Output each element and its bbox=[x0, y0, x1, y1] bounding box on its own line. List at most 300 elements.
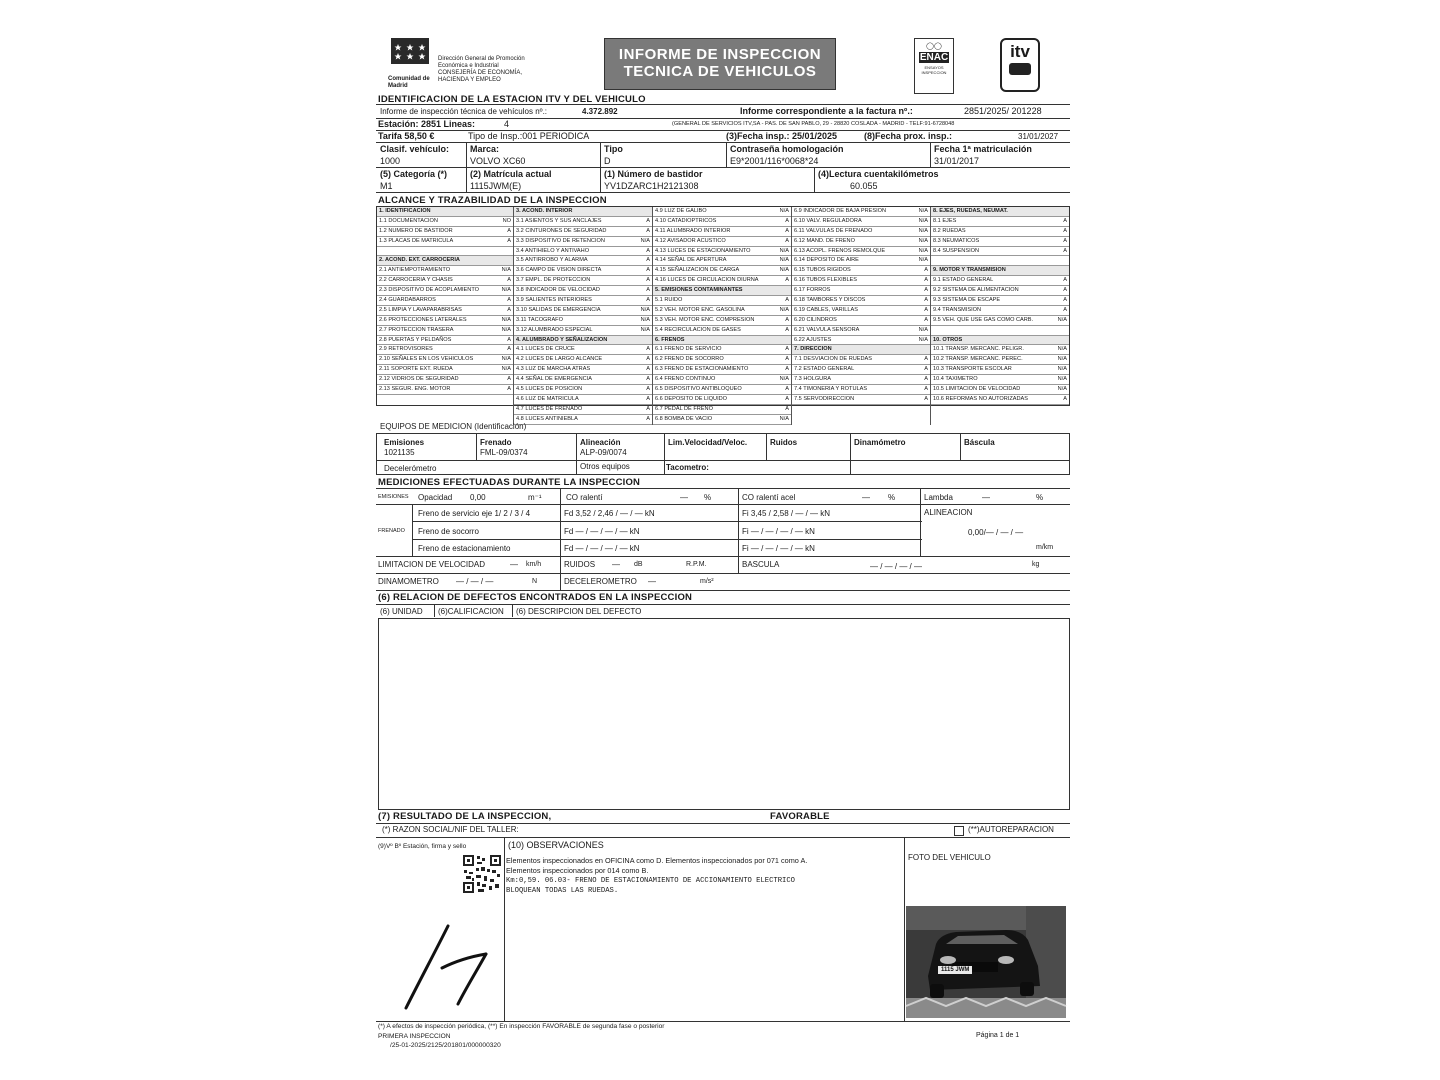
fecha-prox: 31/01/2027 bbox=[1018, 132, 1059, 141]
meas-dinamometro-label: DINAMOMETRO bbox=[378, 577, 439, 586]
scope-item-label: 5. EMISIONES CONTAMINANTES bbox=[655, 287, 743, 294]
km-value: 60.055 bbox=[850, 181, 878, 191]
scope-item-label: 10. OTROS bbox=[933, 336, 963, 343]
scope-item-label: 6. FRENOS bbox=[655, 336, 685, 343]
org-lines: Dirección General de Promoción Económica e Industrial CONSEJERÍA DE ECONOMÍA, HACIENDA Y EMPLEO bbox=[438, 56, 525, 83]
categoria-value: M1 bbox=[380, 181, 393, 191]
obs-line: Elementos inspeccionados por 014 como B. bbox=[506, 866, 649, 875]
meas-dinamometro-unit: N bbox=[532, 578, 538, 585]
autorep-label: (**)AUTOREPARACION bbox=[968, 825, 1054, 834]
scope-item-label: 4.15 SEÑALIZACION DE CARGA bbox=[655, 267, 740, 274]
scope-item-result: N/A bbox=[779, 415, 789, 422]
madrid-logo bbox=[391, 38, 429, 72]
meas-alineacion: 0,00/— / — / — bbox=[968, 528, 1024, 537]
result-label: (7) RESULTADO DE LA INSPECCION, bbox=[378, 811, 552, 822]
eq-decelerometro-label: Decelerómetro bbox=[384, 464, 437, 473]
scope-item bbox=[792, 217, 930, 227]
scope-item bbox=[792, 256, 930, 266]
scope-item-label: 6.2 FRENO DE SOCORRO bbox=[655, 356, 724, 363]
autorep-checkbox[interactable] bbox=[954, 826, 964, 836]
meas-co-ralenti-label: CO ralentí bbox=[566, 493, 603, 502]
car-icon bbox=[1009, 63, 1031, 75]
scope-item-label: 2.11 SOPORTE EXT. RUEDA bbox=[379, 366, 453, 373]
scope-item-label: 3.4 ANTIHIELO Y ANTIVAHO bbox=[516, 247, 590, 254]
station-label: Estación: 2851 Lineas: bbox=[378, 119, 476, 129]
scope-item bbox=[377, 227, 513, 237]
scope-item-label: 4.10 CATADIOPTRICOS bbox=[655, 217, 717, 224]
scope-item-result: N/A bbox=[779, 257, 789, 264]
scope-item-result: N/A bbox=[779, 376, 789, 383]
scope-item-result: N/A bbox=[1057, 316, 1067, 323]
fecha-prox-label: (8)Fecha prox. insp.: bbox=[864, 131, 953, 141]
meas-limvel: — bbox=[510, 560, 518, 569]
scope-item-result: N/A bbox=[1057, 356, 1067, 363]
invoice-number: 2851/2025/ 201228 bbox=[964, 106, 1042, 116]
meas-co-acel-label: CO ralentí acel bbox=[742, 493, 796, 502]
scope-item-label: 4.14 SEÑAL DE APERTURA bbox=[655, 257, 727, 264]
scope-item bbox=[514, 365, 652, 375]
license-plate: 1115 JWM bbox=[938, 966, 972, 974]
scope-item bbox=[792, 227, 930, 237]
scope-item bbox=[653, 227, 791, 237]
homolog-value: E9*2001/116*0068*24 bbox=[730, 156, 819, 166]
scope-item-label: 10.1 TRANSP. MERCANC. PELIGR. bbox=[933, 346, 1024, 353]
scope-item bbox=[377, 326, 513, 336]
scope-item-label: 5.2 VEH. MOTOR ENC. GASOLINA bbox=[655, 306, 745, 313]
meas-ruidos-unit: dB bbox=[634, 561, 643, 568]
scope-item bbox=[931, 375, 1069, 385]
footer-code: /25-01-2025/2125/201801/000000320 bbox=[390, 1042, 501, 1049]
scope-item-label: 5.1 RUIDO bbox=[655, 297, 683, 304]
eq-ruidos-label: Ruidos bbox=[770, 438, 798, 447]
scope-item bbox=[377, 375, 513, 385]
tipo-label: Tipo bbox=[604, 144, 623, 154]
meas-limvel-unit: km/h bbox=[526, 561, 542, 568]
scope-item bbox=[792, 365, 930, 375]
result-value: FAVORABLE bbox=[770, 811, 830, 822]
scope-item bbox=[653, 266, 791, 276]
scope-item bbox=[514, 306, 652, 316]
scope-item-result: A bbox=[924, 287, 928, 294]
scope-item-result: A bbox=[646, 267, 650, 274]
scope-item-label: 3.1 ASIENTOS Y SUS ANCLAJES bbox=[516, 217, 602, 224]
scope-item-result: A bbox=[646, 297, 650, 304]
scope-item-result: A bbox=[785, 366, 789, 373]
scope-group-header bbox=[377, 256, 513, 266]
eq-tacometro-label: Tacometro: bbox=[666, 463, 709, 472]
scope-item bbox=[514, 227, 652, 237]
section-scope: ALCANCE Y TRAZABILIDAD DE LA INSPECCION bbox=[378, 195, 607, 206]
scope-item-result: A bbox=[785, 297, 789, 304]
eq-emisiones: 1021135 bbox=[384, 448, 415, 457]
scope-item-label: 9. MOTOR Y TRANSMISION bbox=[933, 267, 1006, 274]
scope-item bbox=[653, 326, 791, 336]
scope-item-result: A bbox=[507, 277, 511, 284]
scope-item bbox=[377, 286, 513, 296]
eq-emisiones-label: Emisiones bbox=[384, 438, 425, 447]
scope-item-label: 9.2 SISTEMA DE ALIMENTACION bbox=[933, 287, 1019, 294]
meas-opacidad-label: Opacidad bbox=[418, 493, 453, 502]
scope-item-label: 6.6 DEPOSITO DE LIQUIDO bbox=[655, 395, 728, 402]
scope-item-label: 7.4 TIMONERIA Y ROTULAS bbox=[794, 386, 868, 393]
scope-item-label: 4. ALUMBRADO Y SEÑALIZACION bbox=[516, 336, 608, 343]
meas-alineacion-label: ALINEACION bbox=[924, 508, 973, 517]
scope-item bbox=[792, 247, 930, 257]
scope-group-header bbox=[931, 266, 1069, 276]
scope-item bbox=[653, 217, 791, 227]
scope-item bbox=[377, 217, 513, 227]
scope-item bbox=[653, 276, 791, 286]
scope-item bbox=[931, 345, 1069, 355]
scope-item-label: 3.11 TACOGRAFO bbox=[516, 316, 563, 323]
meas-bascula-unit: kg bbox=[1032, 561, 1040, 568]
scope-item bbox=[931, 237, 1069, 247]
meas-fi-estac: Fi — / — / — / — kN bbox=[742, 544, 815, 553]
scope-item bbox=[653, 365, 791, 375]
scope-item bbox=[514, 316, 652, 326]
scope-item-result: A bbox=[785, 217, 789, 224]
scope-item-label: 3.10 SALIDAS DE EMERGENCIA bbox=[516, 306, 601, 313]
scope-item-result: A bbox=[924, 376, 928, 383]
meas-fd-socorro: Fd — / — / — / — kN bbox=[564, 527, 640, 536]
scope-item bbox=[514, 345, 652, 355]
scope-item-label: 2.1 ANTIEMPOTRAMIENTO bbox=[379, 267, 451, 274]
col-calificacion: (6)CALIFICACION bbox=[438, 607, 504, 616]
scope-item-label: 3.7 EMPL. DE PROTECCION bbox=[516, 277, 591, 284]
meas-opacidad-unit: m⁻¹ bbox=[528, 493, 542, 502]
station-lines: 4 bbox=[504, 119, 510, 129]
scope-item-result: N/A bbox=[779, 208, 789, 214]
scope-item-label: 3.6 CAMPO DE VISION DIRECTA bbox=[516, 267, 602, 274]
scope-item-result: A bbox=[924, 395, 928, 402]
scope-item-label: 4.13 LUCES DE ESTACIONAMIENTO bbox=[655, 247, 751, 254]
scope-item-result: N/A bbox=[918, 257, 928, 264]
km-label: (4)Lectura cuentakilómetros bbox=[818, 169, 939, 179]
scope-item-label: 3.12 ALUMBRADO ESPECIAL bbox=[516, 326, 593, 333]
scope-item-label: 2.13 SEGUR. ENG. MOTOR bbox=[379, 386, 451, 393]
scope-item-label: 1.2 NUMERO DE BASTIDOR bbox=[379, 227, 453, 234]
scope-item-label: 6.11 VALVULAS DE FRENADO bbox=[794, 227, 873, 234]
scope-item bbox=[514, 256, 652, 266]
station-signature bbox=[402, 920, 492, 1012]
eq-alineacion-label: Alineación bbox=[580, 438, 621, 447]
scope-item-label: 1.3 PLACAS DE MATRICULA bbox=[379, 237, 454, 244]
vehicle-photo bbox=[906, 906, 1066, 1018]
scope-item-result: N/A bbox=[779, 306, 789, 313]
scope-item-result: A bbox=[785, 346, 789, 353]
scope-item-label: 3.2 CINTURONES DE SEGURIDAD bbox=[516, 227, 607, 234]
scope-item bbox=[931, 316, 1069, 326]
scope-item-label: 6.20 CILINDROS bbox=[794, 316, 837, 323]
report-number-label: Informe de inspección técnica de vehículos nº.: bbox=[380, 107, 548, 116]
scope-item bbox=[792, 395, 930, 405]
scope-item-result: A bbox=[646, 277, 650, 284]
scope-item-result: A bbox=[1063, 227, 1067, 234]
scope-item-label: 7.2 ESTADO GENERAL bbox=[794, 366, 855, 373]
defects-area bbox=[378, 618, 1070, 810]
meas-freno-estac-label: Freno de estacionamiento bbox=[418, 544, 511, 553]
scope-item bbox=[931, 385, 1069, 395]
scope-item bbox=[653, 415, 791, 425]
scope-item-label: 6.13 ACOPL. FRENOS REMOLQUE bbox=[794, 247, 886, 254]
scope-item-label: 7.5 SERVODIRECCION bbox=[794, 395, 855, 402]
scope-item-result: A bbox=[1063, 247, 1067, 254]
scope-item-result: A bbox=[924, 316, 928, 323]
scope-item-result: A bbox=[646, 217, 650, 224]
scope-item bbox=[792, 306, 930, 316]
scope-item-result: N/A bbox=[640, 316, 650, 323]
scope-item-result: A bbox=[646, 346, 650, 353]
scope-item-result: A bbox=[507, 336, 511, 343]
scope-item-result: N/A bbox=[501, 326, 511, 333]
scope-item-label: 4.5 LUCES DE POSICION bbox=[516, 386, 583, 393]
meas-decelerometro: — bbox=[648, 577, 656, 586]
scope-item bbox=[931, 217, 1069, 227]
scope-item-label: 8.1 EJES bbox=[933, 217, 957, 224]
scope-item bbox=[792, 237, 930, 247]
scope-item-label: 9.3 SISTEMA DE ESCAPE bbox=[933, 297, 1001, 304]
scope-col-1 bbox=[377, 207, 514, 425]
scope-item bbox=[377, 345, 513, 355]
scope-item bbox=[653, 296, 791, 306]
scope-item-label: 2.9 RETROVISORES bbox=[379, 346, 433, 353]
scope-item-result: A bbox=[646, 405, 650, 412]
scope-item bbox=[653, 256, 791, 266]
meas-co-ralenti-unit: % bbox=[704, 493, 712, 502]
report-number: 4.372.892 bbox=[582, 107, 618, 116]
scope-item-result: A bbox=[646, 386, 650, 393]
scope-item-result: A bbox=[785, 237, 789, 244]
scope-item-label: 6.19 CABLES, VARILLAS bbox=[794, 306, 858, 313]
scope-item-result: N/A bbox=[640, 326, 650, 333]
scope-item-result: N/A bbox=[918, 247, 928, 254]
scope-item bbox=[653, 306, 791, 316]
fecha-matric-label: Fecha 1ª matriculación bbox=[934, 144, 1032, 154]
scope-item-result: A bbox=[785, 395, 789, 402]
scope-item bbox=[514, 296, 652, 306]
scope-group-header bbox=[931, 207, 1069, 217]
tipo-insp: Tipo de Insp.:001 PERIODICA bbox=[468, 131, 590, 141]
scope-col-2 bbox=[514, 207, 653, 425]
scope-item-result: A bbox=[924, 356, 928, 363]
scope-item bbox=[792, 316, 930, 326]
scope-item bbox=[931, 276, 1069, 286]
scope-item bbox=[377, 385, 513, 395]
meas-lambda-unit: % bbox=[1036, 493, 1044, 502]
scope-item-label: 3.8 INDICADOR DE VELOCIDAD bbox=[516, 287, 600, 294]
tarifa: Tarifa 58,50 € bbox=[378, 131, 435, 141]
matricula-label: (2) Matrícula actual bbox=[470, 169, 552, 179]
scope-item bbox=[514, 355, 652, 365]
scope-item-label: 9.5 VEH. QUE USE GAS COMO CARB. bbox=[933, 316, 1034, 323]
scope-item-result: A bbox=[646, 376, 650, 383]
primera-inspeccion: PRIMERA INSPECCION bbox=[378, 1033, 451, 1040]
scope-item bbox=[931, 296, 1069, 306]
scope-item-label: 2.12 VIDRIOS DE SEGURIDAD bbox=[379, 376, 459, 383]
itv-label: itv bbox=[1010, 42, 1030, 61]
scope-item bbox=[653, 375, 791, 385]
scope-item-label: 6.21 VALVULA SENSORA bbox=[794, 326, 860, 333]
scope-item bbox=[514, 217, 652, 227]
scope-group-header bbox=[514, 336, 652, 346]
scope-item-label: 4.1 LUCES DE CRUCE bbox=[516, 346, 575, 353]
scope-group-header bbox=[377, 207, 513, 217]
scope-item-label: 4.16 LUCES DE CIRCULACION DIURNA bbox=[655, 277, 759, 284]
scope-item-label: 10.2 TRANSP. MERCANC. PEREC. bbox=[933, 356, 1023, 363]
obs-line: BLOQUEAN TODAS LAS RUEDAS. bbox=[506, 887, 619, 895]
scope-item bbox=[931, 355, 1069, 365]
col-descripcion: (6) DESCRIPCION DEL DEFECTO bbox=[516, 607, 642, 616]
scope-item-result: N/A bbox=[918, 217, 928, 224]
scope-item bbox=[931, 227, 1069, 237]
scope-item-result: A bbox=[646, 287, 650, 294]
report-title-box bbox=[604, 38, 836, 90]
eq-alineacion: ALP-09/0074 bbox=[580, 448, 627, 457]
eq-frenado-label: Frenado bbox=[480, 438, 512, 447]
meas-co-acel: — bbox=[862, 493, 870, 502]
page-number: Página 1 de 1 bbox=[976, 1032, 1020, 1039]
scope-item-label: 10.3 TRANSPORTE ESCOLAR bbox=[933, 366, 1012, 373]
meas-ruidos: — bbox=[612, 560, 620, 569]
scope-item-result: A bbox=[1063, 297, 1067, 304]
scope-item-result: N/A bbox=[640, 237, 650, 244]
scope-item bbox=[653, 247, 791, 257]
footer-note: (*) A efectos de inspección periódica, (**) En inspección FAVORABLE de segunda fase o posterior bbox=[378, 1023, 665, 1030]
scope-item-result: N/A bbox=[1057, 346, 1067, 353]
scope-item bbox=[514, 375, 652, 385]
qr-code bbox=[462, 854, 502, 894]
meas-frenado-side: FRENADO bbox=[378, 528, 405, 534]
obs-line: Km:0,59. 06.03- FRENO DE ESTACIONAMIENTO DE ACCIONAMIENTO ELECTRICO bbox=[506, 877, 795, 885]
scope-item bbox=[792, 375, 930, 385]
scope-item-result: A bbox=[507, 346, 511, 353]
eq-otros-label: Otros equipos bbox=[580, 462, 630, 471]
itv-logo bbox=[1000, 38, 1040, 92]
scope-group-header bbox=[931, 336, 1069, 346]
section-defects: (6) RELACION DE DEFECTOS ENCONTRADOS EN LA INSPECCION bbox=[378, 592, 693, 603]
bastidor-value: YV1DZARC1H2121308 bbox=[604, 181, 699, 191]
enac-label: ENAC bbox=[919, 52, 949, 63]
scope-item-result: A bbox=[1063, 306, 1067, 313]
scope-item-label: 2.10 SEÑALES EN LOS VEHICULOS bbox=[379, 356, 474, 363]
scope-item-label: 2. ACOND. EXT. CARROCERIA bbox=[379, 257, 460, 264]
scope-item-result: A bbox=[785, 316, 789, 323]
eq-bascula-label: Báscula bbox=[964, 438, 995, 447]
scope-item-result: A bbox=[1063, 237, 1067, 244]
scope-item-result: A bbox=[785, 277, 789, 284]
scope-item-label: 2.7 PROTECCION TRASERA bbox=[379, 326, 454, 333]
scope-item-result: A bbox=[924, 277, 928, 284]
scope-item-result: A bbox=[646, 247, 650, 254]
scope-item-label: 4.7 LUCES DE FRENADO bbox=[516, 405, 583, 412]
scope-item bbox=[377, 336, 513, 346]
meas-fd-servicio: Fd 3,52 / 2,46 / — / — kN bbox=[564, 509, 655, 518]
scope-item-result: N/A bbox=[918, 336, 928, 343]
scope-item bbox=[792, 355, 930, 365]
scope-item bbox=[514, 237, 652, 247]
categoria-label: (5) Categoría (*) bbox=[380, 169, 448, 179]
scope-item bbox=[931, 306, 1069, 316]
scope-item bbox=[653, 385, 791, 395]
scope-item-result: N/A bbox=[1057, 366, 1067, 373]
scope-item-result: A bbox=[1063, 277, 1067, 284]
scope-item bbox=[377, 306, 513, 316]
scope-item bbox=[653, 405, 791, 415]
scope-item bbox=[653, 355, 791, 365]
scope-group-header bbox=[514, 207, 652, 217]
meas-fi-servicio: Fi 3,45 / 2,58 / — / — kN bbox=[742, 509, 831, 518]
meas-emisiones-side: EMISIONES bbox=[378, 494, 409, 500]
scope-item bbox=[792, 207, 930, 217]
obs-text bbox=[506, 856, 906, 896]
scope-item-label: 2.4 GUARDABARROS bbox=[379, 297, 436, 304]
scope-item-label: 9.1 ESTADO GENERAL bbox=[933, 277, 994, 284]
invoice-label: Informe correspondiente a la factura nº.: bbox=[740, 106, 913, 116]
scope-item bbox=[931, 365, 1069, 375]
fecha-matric-value: 31/01/2017 bbox=[934, 156, 980, 166]
marca-label: Marca: bbox=[470, 144, 500, 154]
scope-item-result: N/A bbox=[918, 227, 928, 234]
scope-item-result: A bbox=[785, 326, 789, 333]
scope-item-label: 2.8 PUERTAS Y PELDAÑOS bbox=[379, 336, 452, 343]
scope-item-result: A bbox=[646, 395, 650, 402]
scope-item bbox=[377, 296, 513, 306]
section-identification: IDENTIFICACION DE LA ESTACION ITV Y DEL VEHICULO bbox=[378, 94, 646, 105]
scope-item bbox=[792, 385, 930, 395]
scope-item-result: A bbox=[785, 356, 789, 363]
scope-item-label: 3.3 DISPOSITIVO DE RETENCION bbox=[516, 237, 605, 244]
clasif-label: Clasif. vehículo: bbox=[380, 144, 450, 154]
scope-item-label: 4.11 ALUMBRADO INTERIOR bbox=[655, 227, 731, 234]
meas-opacidad: 0,00 bbox=[470, 493, 486, 502]
scope-item-result: A bbox=[646, 356, 650, 363]
meas-rpm-unit: R.P.M. bbox=[686, 561, 707, 568]
bastidor-label: (1) Número de bastidor bbox=[604, 169, 703, 179]
scope-col-4 bbox=[792, 207, 931, 425]
scope-item-label: 1.1 DOCUMENTACION bbox=[379, 217, 438, 224]
scope-item-result: A bbox=[646, 227, 650, 234]
scope-item bbox=[377, 237, 513, 247]
scope-item-label: 2.2 CARROCERIA Y CHASIS bbox=[379, 277, 453, 284]
meas-limvel-label: LIMITACION DE VELOCIDAD bbox=[378, 560, 485, 569]
scope-item-label: 6.17 FORROS bbox=[794, 287, 831, 294]
scope-item-label: 4.3 LUZ DE MARCHA ATRAS bbox=[516, 366, 591, 373]
scope-item-label: 7. DIRECCION bbox=[794, 346, 832, 353]
meas-freno-socorro-label: Freno de socorro bbox=[418, 527, 479, 536]
scope-item-label: 10.5 LIMITACION DE VELOCIDAD bbox=[933, 386, 1021, 393]
scope-item-label: 3. ACOND. INTERIOR bbox=[516, 208, 573, 214]
scope-item-label: 2.3 DISPOSITIVO DE ACOPLAMIENTO bbox=[379, 287, 479, 294]
scope-item-label: 6.10 VALV. REGULADORA bbox=[794, 217, 862, 224]
scope-item-result: N/A bbox=[918, 326, 928, 333]
scope-item-result: A bbox=[785, 386, 789, 393]
scope-group-header bbox=[653, 286, 791, 296]
meas-alineacion-unit: m/km bbox=[1036, 544, 1054, 551]
scope-item bbox=[514, 247, 652, 257]
scope-col-3 bbox=[653, 207, 792, 425]
scope-item-label: 6.15 TUBOS RIGIDOS bbox=[794, 267, 851, 274]
meas-co-acel-unit: % bbox=[888, 493, 896, 502]
scope-item-result: N/A bbox=[501, 267, 511, 274]
scope-item-result: A bbox=[1063, 395, 1067, 402]
scope-item bbox=[792, 286, 930, 296]
scope-item bbox=[514, 415, 652, 425]
report-title-line1: INFORME DE INSPECCION bbox=[618, 46, 822, 63]
meas-fd-estac: Fd — / — / — / — kN bbox=[564, 544, 640, 553]
taller-label: (*) RAZON SOCIAL/NIF DEL TALLER: bbox=[382, 825, 519, 834]
meas-decelerometro-label: DECELEROMETRO bbox=[564, 577, 637, 586]
scope-item-label: 6.12 MAND. DE FRENO bbox=[794, 237, 855, 244]
